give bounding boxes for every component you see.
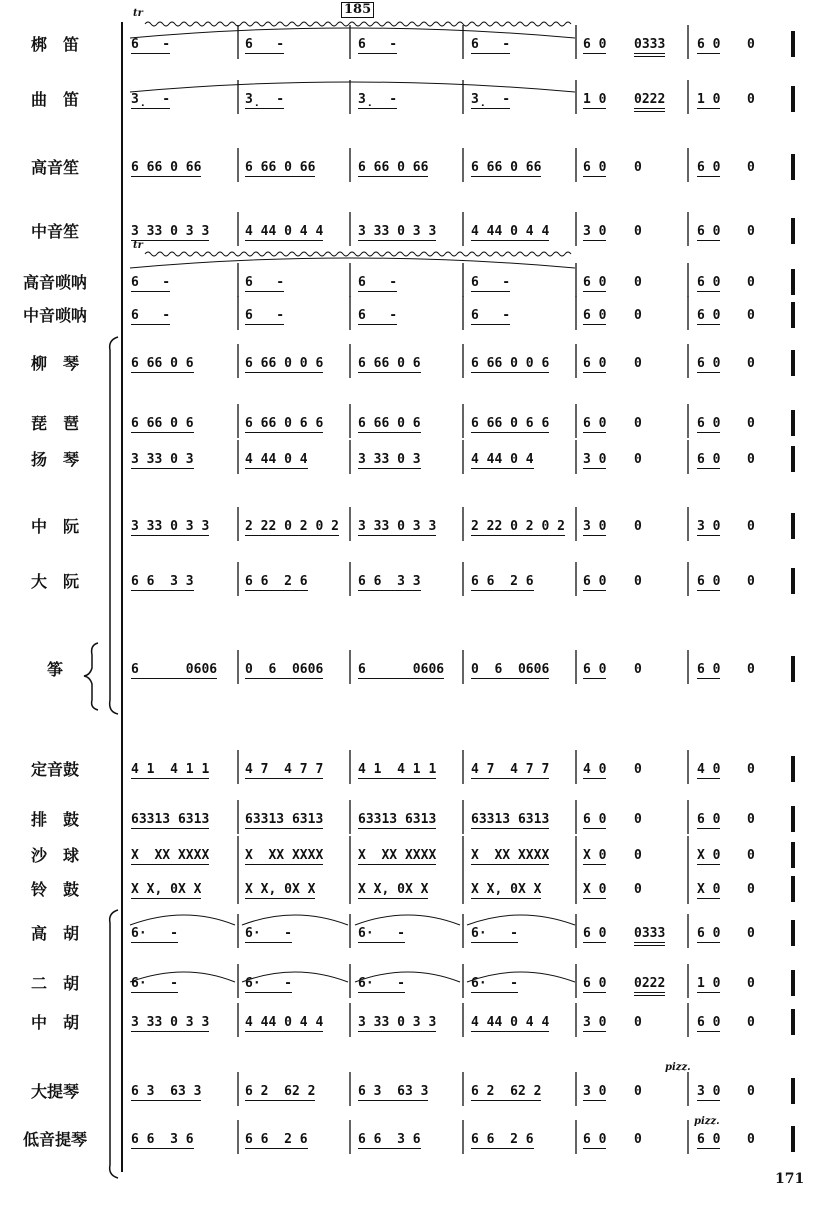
instrument-label: 曲 笛 <box>30 90 79 109</box>
measure-cell: 6 0 <box>583 663 607 677</box>
measure-cell: 6 66 0 0 6 <box>471 357 550 371</box>
measure-cell: 6 0 <box>583 417 607 431</box>
measure-cell: 0 <box>634 520 642 534</box>
measure-cell: 3 0 <box>583 1085 607 1099</box>
measure-cell: 3 33 0 3 <box>131 453 194 467</box>
final-barline <box>791 842 795 868</box>
measure-cell: 4 1 4 1 1 <box>358 763 437 777</box>
measure-cell: 6 6 2 6 <box>471 575 534 589</box>
measure-cell: 6 - <box>358 309 398 323</box>
pizz-mark: pizz. <box>665 1062 691 1073</box>
measure-cell: 0222 <box>634 977 665 996</box>
measure-cell: 0 <box>634 575 642 589</box>
measure-cell: X XX XXXX <box>131 849 210 863</box>
measure-cell: 6 6 3 3 <box>131 575 194 589</box>
measure-cell: 6 0 <box>583 161 607 175</box>
measure-cell: 6 - <box>471 38 511 52</box>
measure-cell: 0 <box>747 38 755 52</box>
final-barline <box>791 806 795 832</box>
measure-cell: 4 44 0 4 <box>245 453 308 467</box>
measure-cell: 0 <box>634 849 642 863</box>
measure-cell: 0333 <box>634 38 665 57</box>
measure-cell: 3 33 0 3 3 <box>358 1016 437 1030</box>
instrument-label: 中 阮 <box>30 517 79 536</box>
measure-cell: 0 <box>747 161 755 175</box>
measure-cell: X 0 <box>583 883 607 897</box>
measure-cell: 1 0 <box>583 93 607 107</box>
measure-cell: 0 <box>747 575 755 589</box>
measure-cell: 0222 <box>634 93 665 112</box>
instrument-label: 铃 鼓 <box>30 880 79 899</box>
rehearsal-mark: 185 <box>341 2 374 18</box>
measure-cell: 1 0 <box>697 977 721 991</box>
measure-cell: 6 0 <box>583 575 607 589</box>
measure-cell: X X, 0X X <box>358 883 429 897</box>
measure-cell: 3̣ - <box>471 93 511 107</box>
measure-cell: 6 0 <box>697 575 721 589</box>
measure-cell: X XX XXXX <box>245 849 324 863</box>
measure-cell: 0 <box>634 1085 642 1099</box>
measure-cell: 6 - <box>471 276 511 290</box>
measure-cell: 6 6 2 6 <box>245 1133 308 1147</box>
measure-cell: 4 0 <box>583 763 607 777</box>
measure-cell: 6 3 63 3 <box>358 1085 429 1099</box>
measure-cell: 6 0 <box>583 813 607 827</box>
measure-cell: 0 <box>634 417 642 431</box>
measure-cell: 0 6 0606 <box>245 663 324 677</box>
measure-cell: 6 0606 <box>131 663 218 677</box>
final-barline <box>791 1078 795 1104</box>
measure-cell: 6 - <box>245 309 285 323</box>
measure-cell: 3 0 <box>583 520 607 534</box>
measure-cell: 6 - <box>131 38 171 52</box>
measure-cell: 0333 <box>634 927 665 946</box>
measure-cell: 6 0 <box>697 1133 721 1147</box>
trill-mark: tr <box>133 8 143 19</box>
measure-cell: 6 0 <box>697 813 721 827</box>
measure-cell: 6 66 0 6 6 <box>245 417 324 431</box>
instrument-label: 高音笙 <box>30 158 79 177</box>
measure-cell: 6 66 0 6 <box>358 357 421 371</box>
final-barline <box>791 269 795 295</box>
measure-cell: 6 0 <box>697 357 721 371</box>
measure-cell: 3 0 <box>583 1016 607 1030</box>
measure-cell: 6 - <box>358 276 398 290</box>
measure-cell: 6 0 <box>697 38 721 52</box>
measure-cell: 0 <box>747 927 755 941</box>
measure-cell: 6 0 <box>697 161 721 175</box>
instrument-label: 排 鼓 <box>30 810 79 829</box>
measure-cell: 3 33 0 3 3 <box>131 520 210 534</box>
measure-cell: 4 44 0 4 4 <box>245 1016 324 1030</box>
measure-cell: 6 0 <box>583 357 607 371</box>
measure-cell: 63313 6313 <box>131 813 210 827</box>
measure-cell: 0 <box>747 1016 755 1030</box>
measure-cell: 63313 6313 <box>245 813 324 827</box>
final-barline <box>791 154 795 180</box>
measure-cell: 3 33 0 3 3 <box>131 1016 210 1030</box>
measure-cell: 0 6 0606 <box>471 663 550 677</box>
measure-cell: 0 <box>634 309 642 323</box>
trill-lines <box>145 22 571 256</box>
final-barline <box>791 410 795 436</box>
measure-cell: 0 <box>747 93 755 107</box>
final-barline <box>791 302 795 328</box>
measure-cell: X 0 <box>697 883 721 897</box>
final-barline <box>791 876 795 902</box>
measure-cell: 0 <box>634 1016 642 1030</box>
instrument-label: 梆 笛 <box>30 35 79 54</box>
measure-cell: 6 - <box>131 309 171 323</box>
final-barline <box>791 970 795 996</box>
measure-cell: 3 33 0 3 <box>358 453 421 467</box>
measure-cell: 0 <box>747 357 755 371</box>
measure-cell: 3 33 0 3 3 <box>358 520 437 534</box>
measure-cell: 0 <box>747 453 755 467</box>
measure-cell: 6 2 62 2 <box>245 1085 316 1099</box>
measure-cell: 6 0 <box>583 309 607 323</box>
measure-cell: 6 0 <box>583 38 607 52</box>
measure-cell: 6 - <box>245 38 285 52</box>
final-barline <box>791 513 795 539</box>
instrument-label: 大 阮 <box>30 572 79 591</box>
instrument-label: 定音鼓 <box>30 760 79 779</box>
measure-cell: 0 <box>747 977 755 991</box>
measure-cell: 6 0 <box>697 225 721 239</box>
measure-cell: 4 7 4 7 7 <box>245 763 324 777</box>
measure-cell: 3 33 0 3 3 <box>131 225 210 239</box>
measure-cell: 6 0 <box>697 663 721 677</box>
measure-cell: 0 <box>634 883 642 897</box>
instrument-label: 筝 <box>46 660 63 679</box>
measure-cell: 0 <box>634 813 642 827</box>
measure-cell: X X, 0X X <box>471 883 542 897</box>
measure-cell: 6· - <box>358 977 405 991</box>
measure-cell: 6 0 <box>697 927 721 941</box>
measure-cell: 6 2 62 2 <box>471 1085 542 1099</box>
final-barline <box>791 31 795 57</box>
instrument-label: 中音笙 <box>30 222 79 241</box>
measure-cell: 4 44 0 4 4 <box>245 225 324 239</box>
instrument-label: 中音唢呐 <box>22 306 87 325</box>
measure-cell: 6 0 <box>697 453 721 467</box>
final-barline <box>791 446 795 472</box>
measure-cell: 6 66 0 0 6 <box>245 357 324 371</box>
measure-cell: 6· - <box>245 927 292 941</box>
measure-cell: 6 0 <box>697 417 721 431</box>
system-brackets <box>84 22 122 1178</box>
measure-cell: 6 66 0 6 6 <box>471 417 550 431</box>
measure-cell: 6· - <box>471 977 518 991</box>
instrument-label: 二 胡 <box>30 974 79 993</box>
measure-cell: 6 6 3 3 <box>358 575 421 589</box>
measure-cell: 0 <box>747 520 755 534</box>
measure-cell: 0 <box>634 663 642 677</box>
instrument-label: 大提琴 <box>30 1082 79 1101</box>
measure-cell: 3 33 0 3 3 <box>358 225 437 239</box>
measure-cell: 1 0 <box>697 93 721 107</box>
measure-cell: 6 - <box>471 309 511 323</box>
measure-cell: 3 0 <box>583 225 607 239</box>
measure-cell: 3 0 <box>697 1085 721 1099</box>
measure-cell: 63313 6313 <box>358 813 437 827</box>
measure-cell: 63313 6313 <box>471 813 550 827</box>
final-barline <box>791 218 795 244</box>
measure-cell: 6 0 <box>697 309 721 323</box>
final-barline <box>791 1126 795 1152</box>
final-barline <box>791 756 795 782</box>
measure-cell: 0 <box>747 225 755 239</box>
measure-cell: 6 3 63 3 <box>131 1085 202 1099</box>
measure-cell: 3̣ - <box>245 93 285 107</box>
instrument-label: 沙 球 <box>30 846 79 865</box>
measure-cell: X XX XXXX <box>471 849 550 863</box>
measure-cell: 0 <box>747 663 755 677</box>
measure-cell: 3̣ - <box>358 93 398 107</box>
instrument-label: 扬 琴 <box>30 450 79 469</box>
measure-cell: 6· - <box>471 927 518 941</box>
measure-cell: 4 1 4 1 1 <box>131 763 210 777</box>
measure-cell: 0 <box>634 453 642 467</box>
end-bars <box>791 31 795 1152</box>
measure-cell: 6 0 <box>697 276 721 290</box>
instrument-label: 低音提琴 <box>22 1130 87 1149</box>
measure-cell: 2 22 0 2 0 2 <box>245 520 339 534</box>
measure-cell: 6 0 <box>583 927 607 941</box>
page-number: 171 <box>775 1171 805 1187</box>
measure-cell: 4 44 0 4 <box>471 453 534 467</box>
measure-cell: 6 0 <box>583 1133 607 1147</box>
measure-cell: 0 <box>747 849 755 863</box>
measure-cell: 0 <box>634 763 642 777</box>
instrument-label: 琵 琶 <box>30 414 79 433</box>
measure-cell: X 0 <box>697 849 721 863</box>
measure-cell: X 0 <box>583 849 607 863</box>
measure-cell: 6 0 <box>583 977 607 991</box>
measure-cell: 4 44 0 4 4 <box>471 1016 550 1030</box>
instrument-label: 高音唢呐 <box>22 273 87 292</box>
measure-cell: 6 66 0 66 <box>358 161 429 175</box>
pizz-mark: pizz. <box>694 1116 720 1127</box>
measure-cell: 0 <box>634 225 642 239</box>
trill-mark: tr <box>133 240 143 251</box>
measure-cell: 6· - <box>245 977 292 991</box>
measure-cell: 6 0 <box>583 276 607 290</box>
measure-cell: X X, 0X X <box>131 883 202 897</box>
measure-cell: 6 - <box>131 276 171 290</box>
measure-cell: 0 <box>634 276 642 290</box>
measure-cell: X XX XXXX <box>358 849 437 863</box>
final-barline <box>791 1009 795 1035</box>
measure-cell: 0 <box>634 1133 642 1147</box>
measure-cell: 4 44 0 4 4 <box>471 225 550 239</box>
measure-cell: X X, 0X X <box>245 883 316 897</box>
measure-cell: 3̣ - <box>131 93 171 107</box>
measure-cell: 0 <box>634 357 642 371</box>
measure-cell: 6 66 0 66 <box>471 161 542 175</box>
measure-cell: 6 6 2 6 <box>245 575 308 589</box>
final-barline <box>791 350 795 376</box>
measure-cell: 4 7 4 7 7 <box>471 763 550 777</box>
instrument-label: 中 胡 <box>30 1013 79 1032</box>
measure-cell: 0 <box>747 813 755 827</box>
measure-cell: 6· - <box>131 977 178 991</box>
final-barline <box>791 656 795 682</box>
final-barline <box>791 568 795 594</box>
measure-cell: 0 <box>747 883 755 897</box>
measure-cell: 6 66 0 66 <box>245 161 316 175</box>
measure-cell: 6 - <box>245 276 285 290</box>
measure-cell: 6 6 2 6 <box>471 1133 534 1147</box>
measure-cell: 0 <box>747 763 755 777</box>
measure-cell: 6 66 0 6 <box>358 417 421 431</box>
measure-cell: 6 6 3 6 <box>131 1133 194 1147</box>
measure-cell: 3 0 <box>697 520 721 534</box>
measure-cell: 0 <box>747 1085 755 1099</box>
measure-cell: 4 0 <box>697 763 721 777</box>
measure-cell: 0 <box>634 161 642 175</box>
measure-cell: 6 66 0 66 <box>131 161 202 175</box>
measure-cell: 2 22 0 2 0 2 <box>471 520 565 534</box>
measure-cell: 0 <box>747 417 755 431</box>
measure-cell: 0 <box>747 276 755 290</box>
measure-cell: 0 <box>747 309 755 323</box>
measure-cell: 0 <box>747 1133 755 1147</box>
measure-cell: 6· - <box>358 927 405 941</box>
instrument-label: 柳 琴 <box>30 354 79 373</box>
final-barline <box>791 86 795 112</box>
measure-cell: 3 0 <box>583 453 607 467</box>
measure-cell: 6 66 0 6 <box>131 417 194 431</box>
measure-cell: 6 - <box>358 38 398 52</box>
measure-cell: 6 0 <box>697 1016 721 1030</box>
measure-cell: 6 0606 <box>358 663 445 677</box>
measure-cell: 6 6 3 6 <box>358 1133 421 1147</box>
measure-cell: 6 66 0 6 <box>131 357 194 371</box>
instrument-label: 高 胡 <box>30 924 79 943</box>
measure-cell: 6· - <box>131 927 178 941</box>
final-barline <box>791 920 795 946</box>
